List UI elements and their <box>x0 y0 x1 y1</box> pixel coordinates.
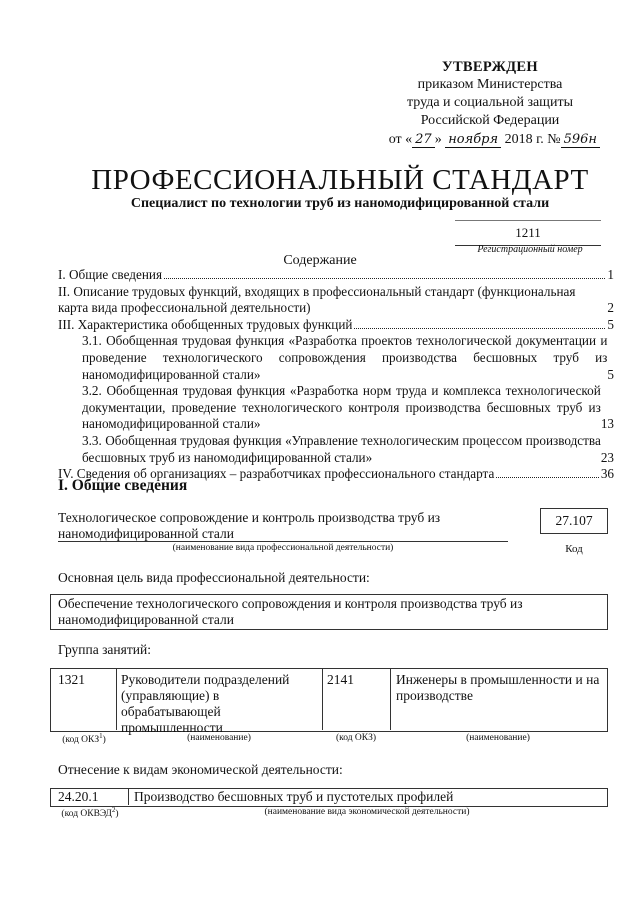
okz-caption-1: (код ОКЗ$^1$) <box>62 732 106 746</box>
toc-leader <box>496 477 598 478</box>
toc-page: 23 <box>600 449 614 465</box>
toc-item[interactable] <box>58 333 614 383</box>
table-divider <box>322 668 323 730</box>
date-suffix: 2018 г. № <box>504 132 561 147</box>
date-month: ноября <box>445 132 501 148</box>
okz-code-cell: 1321 <box>58 672 85 687</box>
toc-item[interactable] <box>58 433 614 466</box>
contents-heading: Содержание <box>283 253 357 268</box>
activity-name: Технологическое сопровождение и контроль производства труб из наномодифицированной стали <box>58 510 441 541</box>
toc-item[interactable] <box>58 317 614 334</box>
table-divider <box>116 668 117 730</box>
activity-underline <box>58 541 508 542</box>
okved-caption-text: (код ОКВЭД <box>61 809 112 820</box>
okz-caption-4: (наименование) <box>466 733 530 743</box>
okved-code: 24.20.1 <box>58 789 99 804</box>
okz-caption-3: (код ОКЗ) <box>335 733 377 743</box>
toc-page: 5 <box>607 316 614 332</box>
toc-item-text: 3.3. Обобщенная трудовая функция «Управление технологическим процессом производства бесшовных труб из наномодифицированной стали» <box>82 432 601 465</box>
toc-page: 13 <box>600 416 614 432</box>
registration-number: 1211 <box>455 220 601 246</box>
toc-item[interactable] <box>58 267 614 284</box>
approval-block <box>380 58 600 149</box>
approval-line-3: Российской Федерации <box>420 113 560 128</box>
document-title: ПРОФЕССИОНАЛЬНЫЙ СТАНДАРТ <box>91 164 589 196</box>
okz-caption-2: (наименование) <box>187 733 251 743</box>
toc-leader <box>354 328 605 329</box>
section-heading: I. Общие сведения <box>58 477 188 494</box>
group-label: Группа занятий: <box>58 642 151 657</box>
toc-page: 36 <box>600 466 614 482</box>
approval-date <box>380 131 600 149</box>
approval-line-2: труда и социальной защиты <box>407 95 573 110</box>
okz-code-cell: 2141 <box>327 672 354 687</box>
table-divider <box>128 788 129 805</box>
activity-caption: (наименование вида профессиональной деятельности) <box>172 543 394 553</box>
footnote-mark: 1 <box>99 732 103 740</box>
okz-name-cell: Руководители подразделений (управляющие) в обрабатывающей промышленности <box>121 672 290 735</box>
toc-page: 2 <box>607 300 614 316</box>
code-caption: Код <box>565 543 583 555</box>
toc-item-text: 3.2. Обобщенная трудовая функция «Разработка норм труда и комплекса технологической документации, проведение технологического контроля производства бесшовных труб из наномодифицированной стали» <box>82 383 601 432</box>
table-of-contents <box>58 267 614 483</box>
okz-name-cell: Инженеры в промышленности и на производстве <box>396 672 600 703</box>
order-number: 596н <box>561 132 600 148</box>
toc-item-text: II. Описание трудовых функций, входящих в профессиональный стандарт (функциональная карта вида профессиональной деятельности) <box>58 283 576 316</box>
toc-item-text: I. Общие сведения <box>58 267 163 282</box>
okved-name: Производство бесшовных труб и пустотелых профилей <box>134 789 454 804</box>
okved-caption-name: (наименование вида экономической деятельности) <box>264 807 470 817</box>
okz-caption-text: (код ОКЗ <box>62 735 100 746</box>
footnote-mark: 2 <box>111 806 116 814</box>
approval-line-1: приказом Министерства <box>417 77 563 92</box>
goal-label: Основная цель вида профессиональной деятельности: <box>58 570 370 585</box>
toc-item[interactable] <box>58 383 614 433</box>
toc-item-text: III. Характеристика обобщенных трудовых функций <box>58 316 353 332</box>
toc-item-text: IV. Сведения об организациях – разработчиках профессионального стандарта <box>58 466 495 482</box>
table-divider <box>390 668 391 730</box>
date-mid: » <box>434 132 442 147</box>
registration-label: Регистрационный номер <box>477 244 583 255</box>
okved-caption-code: (код ОКВЭД$^2$) <box>61 806 119 820</box>
toc-item-text: 3.1. Обобщенная трудовая функция «Разработка проектов технологической документации и проведение технологического сопровождения производства бесшовных труб из наномодифицированной стали» <box>82 333 608 382</box>
activity-code: 27.107 <box>540 508 608 534</box>
econ-label: Отнесение к видам экономической деятельности: <box>58 762 343 777</box>
date-day: 27 <box>412 132 435 148</box>
toc-page: 5 <box>607 366 614 382</box>
toc-item[interactable] <box>58 284 614 317</box>
toc-page: 1 <box>607 267 614 282</box>
date-prefix: от « <box>388 132 413 147</box>
approval-title: УТВЕРЖДЕН <box>442 59 538 75</box>
toc-leader <box>164 278 605 279</box>
goal-text: Обеспечение технологического сопровождения и контроля производства труб из наномодифицированной стали <box>58 596 523 627</box>
document-subtitle: Специалист по технологии труб из наномодифицированной стали <box>130 196 550 211</box>
